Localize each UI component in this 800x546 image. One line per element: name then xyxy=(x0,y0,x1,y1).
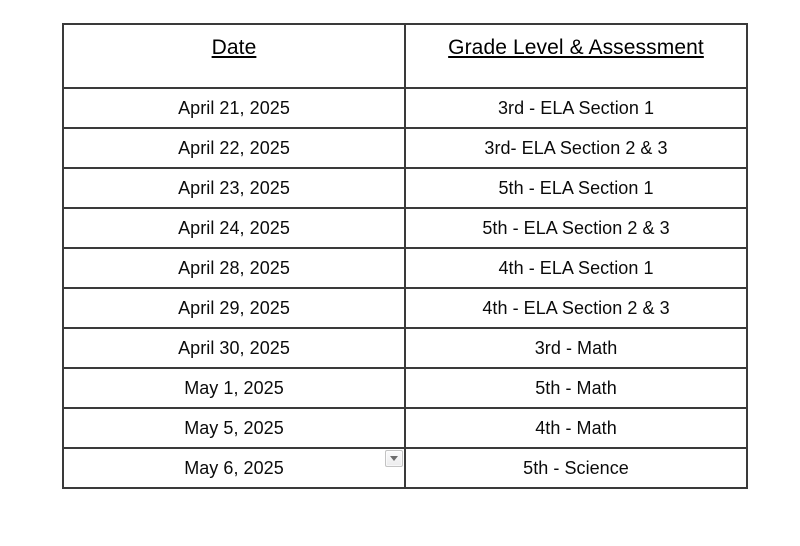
column-header-assessment xyxy=(405,24,747,88)
cell-assessment xyxy=(405,168,747,208)
cell-assessment xyxy=(405,88,747,128)
cell-date xyxy=(63,88,405,128)
cell-date xyxy=(63,128,405,168)
table-row xyxy=(63,328,747,368)
cell-assessment-text: 4th - Math xyxy=(535,418,617,438)
assessment-schedule-table xyxy=(62,23,748,489)
cell-date-text: May 6, 2025 xyxy=(184,458,284,478)
cell-assessment-text: 4th - ELA Section 2 & 3 xyxy=(482,298,670,318)
cell-assessment-text: 5th - Math xyxy=(535,378,617,398)
column-header-date-label: Date xyxy=(211,36,257,59)
cell-assessment xyxy=(405,128,747,168)
cell-date xyxy=(63,208,405,248)
cell-assessment xyxy=(405,248,747,288)
table-row xyxy=(63,168,747,208)
dropdown-button[interactable] xyxy=(385,450,403,467)
table-row xyxy=(63,368,747,408)
cell-assessment xyxy=(405,288,747,328)
cell-assessment xyxy=(405,208,747,248)
cell-date-text: April 23, 2025 xyxy=(178,178,290,198)
cell-assessment-text: 5th - ELA Section 2 & 3 xyxy=(482,218,670,238)
cell-date xyxy=(63,288,405,328)
cell-date-text: May 1, 2025 xyxy=(184,378,284,398)
cell-assessment xyxy=(405,368,747,408)
table-row xyxy=(63,208,747,248)
table-row xyxy=(63,408,747,448)
cell-date-text: April 21, 2025 xyxy=(178,98,290,118)
cell-assessment xyxy=(405,448,747,488)
cell-assessment xyxy=(405,408,747,448)
cell-date xyxy=(63,448,405,488)
cell-assessment-text: 4th - ELA Section 1 xyxy=(498,258,654,278)
cell-assessment-text: 3rd - ELA Section 1 xyxy=(497,98,655,118)
chevron-down-icon xyxy=(390,456,398,461)
cell-date xyxy=(63,248,405,288)
cell-date xyxy=(63,408,405,448)
table-header xyxy=(63,24,747,88)
table-row xyxy=(63,248,747,288)
cell-date-text: May 5, 2025 xyxy=(184,418,284,438)
column-header-date xyxy=(63,24,405,88)
cell-date-text: April 29, 2025 xyxy=(178,298,290,318)
cell-date-text: April 28, 2025 xyxy=(178,258,290,278)
cell-assessment-text: 3rd - Math xyxy=(534,338,618,358)
table-row xyxy=(63,88,747,128)
cell-date-text: April 24, 2025 xyxy=(178,218,290,238)
table-header-row xyxy=(63,24,747,88)
cell-assessment-text: 5th - Science xyxy=(523,458,629,478)
table-row xyxy=(63,128,747,168)
cell-assessment xyxy=(405,328,747,368)
table-row xyxy=(63,448,747,488)
table-body xyxy=(63,88,747,488)
cell-date-text: April 30, 2025 xyxy=(178,338,290,358)
cell-date xyxy=(63,328,405,368)
cell-date xyxy=(63,168,405,208)
cell-date-text: April 22, 2025 xyxy=(178,138,290,158)
cell-assessment-text: 3rd- ELA Section 2 & 3 xyxy=(484,138,668,158)
column-header-assessment-label: Grade Level & Assessment xyxy=(448,36,704,59)
table-row xyxy=(63,288,747,328)
cell-assessment-text: 5th - ELA Section 1 xyxy=(498,178,654,198)
cell-date xyxy=(63,368,405,408)
